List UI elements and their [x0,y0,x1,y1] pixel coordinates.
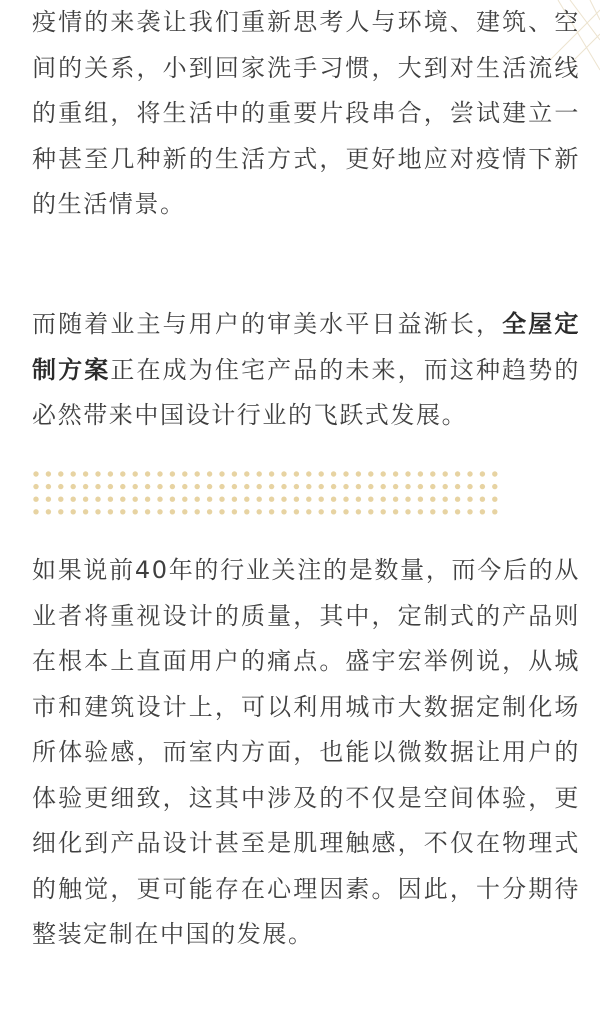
divider-dot [418,497,423,502]
divider-dot [133,471,138,476]
divider-dot [269,484,274,489]
divider-dot [71,509,76,514]
divider-dot [443,484,448,489]
divider-dot [133,497,138,502]
divider-dot [207,497,212,502]
divider-dot [83,497,88,502]
divider-dot [368,497,373,502]
divider-dot [120,509,125,514]
divider-dot [83,509,88,514]
divider-dot [95,471,100,476]
divider-dot [257,497,262,502]
divider-dot [269,471,274,476]
divider-dot [157,509,162,514]
divider-dot [46,497,51,502]
divider-dot [269,497,274,502]
divider-dot [418,484,423,489]
divider-dot [46,484,51,489]
divider-dot [170,471,175,476]
paragraph-2-text-after: 正在成为住宅产品的未来，而这种趋势的必然带来中国设计行业的飞跃式发展。 [32,355,580,429]
divider-dot [58,497,63,502]
divider-dot [455,509,460,514]
divider-dot [281,484,286,489]
divider-dot [244,471,249,476]
divider-dot [443,497,448,502]
divider-dot [120,484,125,489]
divider-dot [306,509,311,514]
divider-dot [467,471,472,476]
divider-dot [356,484,361,489]
divider-dot [83,484,88,489]
divider-dot [343,484,348,489]
divider-dot [232,497,237,502]
divider-dot [195,509,200,514]
divider-dot [281,497,286,502]
divider-dot [393,471,398,476]
divider-dot [244,497,249,502]
divider-dot [480,509,485,514]
gold-dot-divider [32,470,502,516]
divider-dot [294,509,299,514]
divider-dot [207,484,212,489]
divider-dot [120,471,125,476]
divider-dot [331,471,336,476]
divider-dot [381,497,386,502]
divider-dot [33,471,38,476]
divider-dot [294,497,299,502]
divider-dot [207,509,212,514]
divider-dot [492,509,497,514]
divider-dot [95,509,100,514]
divider-dot [71,471,76,476]
divider-dot [145,497,150,502]
divider-dot [120,497,125,502]
divider-dot [443,509,448,514]
divider-dot [108,471,113,476]
divider-dot [83,471,88,476]
divider-dot [182,471,187,476]
divider-dot [182,484,187,489]
divider-dot [182,497,187,502]
divider-dot [418,471,423,476]
divider-dot [480,471,485,476]
divider-dot [467,497,472,502]
divider-dot [356,471,361,476]
divider-dot [368,484,373,489]
divider-dot [405,484,410,489]
paragraph-2-emphasis: 全屋定制方案 [32,310,580,384]
divider-dot [257,484,262,489]
divider-dot [157,497,162,502]
divider-dot [319,497,324,502]
divider-dot [33,509,38,514]
divider-dot [157,484,162,489]
paragraph-2 [32,302,580,439]
divider-dot [170,497,175,502]
divider-dot [405,497,410,502]
divider-dot [306,471,311,476]
divider-dot [281,471,286,476]
divider-dot [368,471,373,476]
divider-dot [405,509,410,514]
divider-dot [95,484,100,489]
divider-dot [356,509,361,514]
divider-dot [71,484,76,489]
divider-dot [232,509,237,514]
divider-dot [170,484,175,489]
divider-dot [219,484,224,489]
divider-dot [207,471,212,476]
divider-dot [331,509,336,514]
divider-dot [182,509,187,514]
divider-dot [306,484,311,489]
divider-dot [244,509,249,514]
divider-dot [343,497,348,502]
divider-dot [195,471,200,476]
divider-dot [232,471,237,476]
divider-dot [108,509,113,514]
divider-dot [467,484,472,489]
divider-dot [356,497,361,502]
divider-dot [393,509,398,514]
divider-dot [480,497,485,502]
divider-dot [257,509,262,514]
divider-dot [33,484,38,489]
divider-dot [430,471,435,476]
divider-dot [46,509,51,514]
divider-dot [443,471,448,476]
divider-dot [331,484,336,489]
divider-dot [157,471,162,476]
divider-dot [95,497,100,502]
divider-dot [145,471,150,476]
divider-dot [492,497,497,502]
divider-dot [71,497,76,502]
divider-dot [381,484,386,489]
divider-dot [492,484,497,489]
divider-dot [492,471,497,476]
divider-dot [195,484,200,489]
divider-dot [133,484,138,489]
divider-dot [331,497,336,502]
divider-dot [133,509,138,514]
divider-dot [343,471,348,476]
divider-dot [170,509,175,514]
divider-dot [244,484,249,489]
divider-dot [108,497,113,502]
divider-dot [294,471,299,476]
divider-dot [430,484,435,489]
divider-dot [455,484,460,489]
divider-dot [430,509,435,514]
divider-dot [393,497,398,502]
divider-dot [467,509,472,514]
divider-dot [58,509,63,514]
divider-dot [381,509,386,514]
divider-dot [319,509,324,514]
divider-dot [306,497,311,502]
divider-dot [257,471,262,476]
paragraph-2-text-before: 而随着业主与用户的审美水平日益渐长， [32,310,503,338]
divider-dot [455,497,460,502]
divider-dot [455,471,460,476]
divider-dot [46,471,51,476]
paragraph-3: 如果说前40年的行业关注的是数量，而今后的从业者将重视设计的质量，其中，定制式的产品则在根本上直面用户的痛点。盛宇宏举例说，从城市和建筑设计上，可以利用城市大数据定制化场所体验感，而室内方面，也能以微数据让用户的体验更细致，这其中涉及的不仅是空间体验，更细化到产品设计甚至是肌理触感，不仅在物理式的触觉，更可能存在心理因素。因此，十分期待整装定制在中国的发展。 [32,556,580,948]
divider-dot [405,471,410,476]
divider-dot [145,484,150,489]
divider-dot [269,509,274,514]
divider-dot [219,471,224,476]
divider-dot [393,484,398,489]
divider-dot [430,497,435,502]
divider-dot [368,509,373,514]
divider-dot [480,484,485,489]
divider-dot [219,497,224,502]
divider-dot [219,509,224,514]
divider-dot [281,509,286,514]
divider-dot [58,471,63,476]
divider-dot [294,484,299,489]
divider-dot [145,509,150,514]
divider-dot [319,484,324,489]
divider-dot [232,484,237,489]
divider-dot [58,484,63,489]
divider-dot [343,509,348,514]
divider-dot [195,497,200,502]
divider-dot [319,471,324,476]
divider-dot [381,471,386,476]
divider-dot [33,497,38,502]
divider-dot [108,484,113,489]
paragraph-1: 疫情的来袭让我们重新思考人与环境、建筑、空间的关系，小到回家洗手习惯，大到对生活流线的重组，将生活中的重要片段串合，尝试建立一种甚至几种新的生活方式，更好地应对疫情下新的生活情景。 [32,8,580,218]
divider-dot [418,509,423,514]
